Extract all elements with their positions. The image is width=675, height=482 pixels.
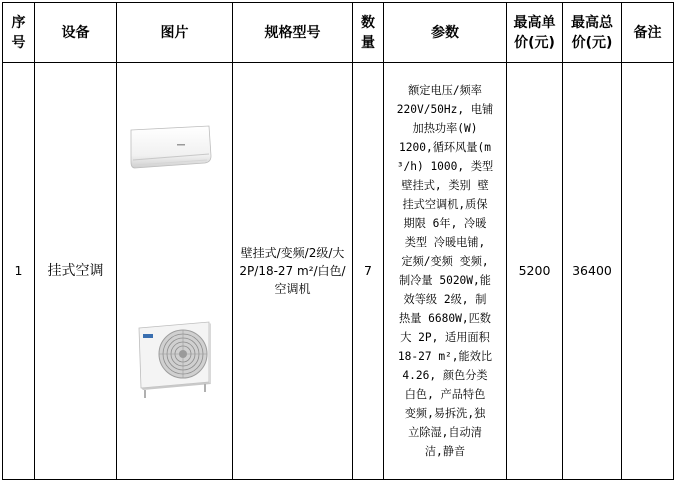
cell-params [384, 63, 507, 480]
params-text: 额定电压/频率 220V/50Hz, 电铺 加热功率(W) 1200,循环风量(m ³/h) 1000, 类型 壁挂式, 类别 壁 挂式空调机,质保 期限 6年, 冷暖 类型 冷暖电铺, 定频/变频 变频, 制冷量 5020W,能 效等级 2级, 制 热量 6680W,匹数 大 2P, 适用面积 18-27 m²,能效比 4.26, 颜色分类 白色, 产品特色 变频,易拆洗,独 立除湿,自动清 洁,静音 [396, 84, 494, 458]
outdoor-ac-unit-image [135, 318, 213, 400]
cell-device: 挂式空调 [35, 63, 117, 480]
indoor-ac-unit-image [129, 124, 213, 170]
header-picture: 图片 [117, 3, 233, 63]
table-header-row [3, 3, 674, 63]
header-index: 序号 [3, 3, 35, 63]
cell-picture [117, 63, 233, 480]
cell-remark [622, 63, 674, 480]
header-quantity: 数量 [353, 3, 384, 63]
table-row [3, 63, 674, 480]
spec-table [2, 2, 674, 480]
model-text: 壁挂式/变频/2级/大 2P/18-27 m²/白色/空调机 [239, 246, 346, 296]
cell-model [233, 63, 353, 480]
header-max-total-price: 最高总价(元) [563, 3, 622, 63]
cell-max-total-price: 36400 [563, 63, 622, 480]
header-params: 参数 [384, 3, 507, 63]
cell-max-unit-price: 5200 [507, 63, 563, 480]
header-model: 规格型号 [233, 3, 353, 63]
header-device: 设备 [35, 3, 117, 63]
cell-quantity: 7 [353, 63, 384, 480]
cell-index: 1 [3, 63, 35, 480]
header-max-unit-price: 最高单价(元) [507, 3, 563, 63]
header-remark: 备注 [622, 3, 674, 63]
